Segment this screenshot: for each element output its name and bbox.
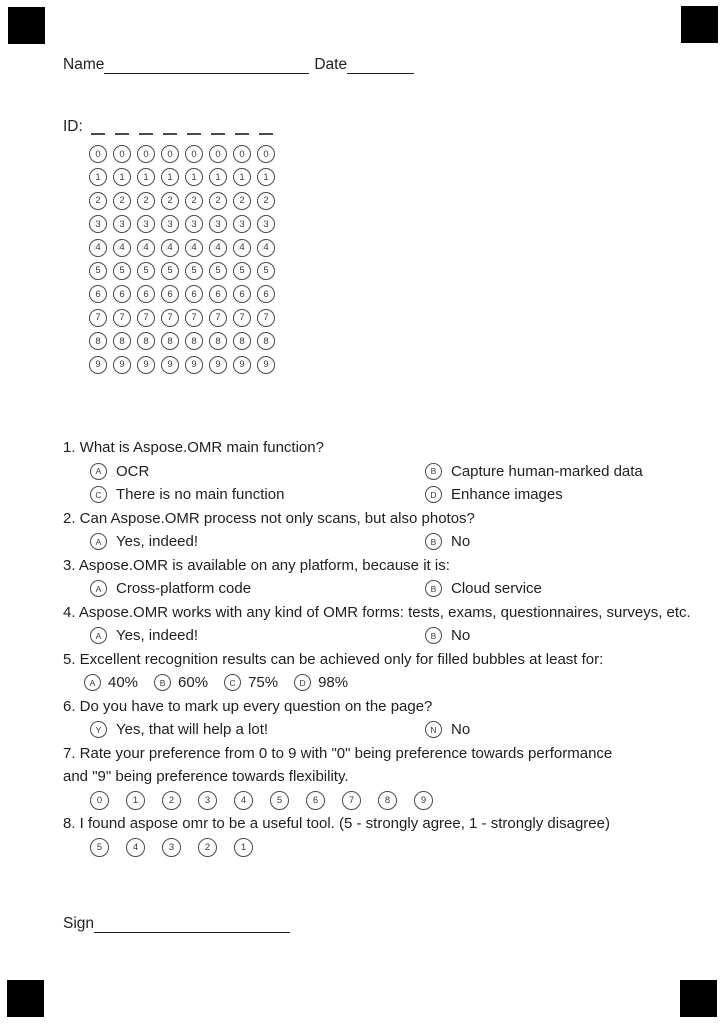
id-bubble-7[interactable]: 7 [89,309,107,327]
id-dash [187,119,201,135]
option-B [425,530,470,554]
id-bubble-3[interactable]: 3 [257,215,275,233]
id-bubble-8[interactable]: 8 [137,332,155,350]
question-8-text: 8. I found aspose omr to be a useful tool. (5 - strongly agree, 1 - strongly disagree) [63,815,610,832]
rating-bubble-1[interactable]: 1 [234,838,253,857]
id-bubble-8[interactable]: 8 [161,332,179,350]
sign-label: Sign [63,915,95,932]
name-field-line[interactable] [104,57,309,74]
rating-bubble-2[interactable]: 2 [198,838,217,857]
id-bubble-5[interactable]: 5 [185,262,203,280]
id-bubble-4[interactable]: 4 [113,239,131,257]
option-C [90,483,284,507]
rating-bubble-3[interactable]: 3 [198,791,217,810]
rating-bubble-2[interactable]: 2 [162,791,181,810]
option-bubble-B[interactable]: B [425,580,442,597]
option-bubble-A[interactable]: A [90,580,107,597]
id-bubble-8[interactable]: 8 [113,332,131,350]
id-bubble-1[interactable]: 1 [113,168,131,186]
rating-bubble-4[interactable]: 4 [126,838,145,857]
rating-bubble-0[interactable]: 0 [90,791,109,810]
question-3-text: 3. Aspose.OMR is available on any platform, because it is: [63,556,450,574]
id-bubble-7[interactable]: 7 [137,309,155,327]
option-bubble-B[interactable]: B [425,533,442,550]
id-bubble-2[interactable]: 2 [89,192,107,210]
option-label: Yes, that will help a lot! [116,721,269,739]
sign-field-line[interactable] [94,916,290,933]
id-dash [235,119,249,135]
id-bubble-0[interactable]: 0 [113,145,131,163]
id-bubble-4[interactable]: 4 [209,239,227,257]
id-bubble-3[interactable]: 3 [137,215,155,233]
question-1-options-row [63,460,675,484]
id-bubble-4[interactable]: 4 [257,239,275,257]
id-bubble-0[interactable]: 0 [185,145,203,163]
option-label: 75% [248,674,279,692]
id-bubble-2[interactable]: 2 [233,192,251,210]
rating-bubble-7[interactable]: 7 [342,791,361,810]
option-bubble-C[interactable]: C [224,674,241,691]
option-B [154,671,208,695]
id-bubble-5[interactable]: 5 [137,262,155,280]
option-D [294,671,348,695]
id-bubble-3[interactable]: 3 [233,215,251,233]
question-5-text: 5. Excellent recognition results can be achieved only for filled bubbles at least for: [63,650,604,668]
id-bubble-4[interactable]: 4 [137,239,155,257]
id-bubble-5[interactable]: 5 [209,262,227,280]
option-A [90,624,198,648]
id-bubble-4[interactable]: 4 [161,239,179,257]
registration-mark-top-left [8,7,45,44]
question-1-options-row [63,483,675,507]
id-bubble-7[interactable]: 7 [233,309,251,327]
id-bubble-1[interactable]: 1 [161,168,179,186]
option-label: No [451,721,471,739]
question-4-options-row [63,624,675,648]
id-bubble-0[interactable]: 0 [257,145,275,163]
option-label: No [451,533,471,551]
question-2-text: 2. Can Aspose.OMR process not only scans, but also photos? [63,509,475,527]
id-bubble-9[interactable]: 9 [137,356,155,374]
option-label: OCR [116,462,150,480]
id-bubble-8[interactable]: 8 [257,332,275,350]
id-bubble-9[interactable]: 9 [209,356,227,374]
name-label: Name [63,56,105,73]
id-bubble-9[interactable]: 9 [233,356,251,374]
option-A [90,460,149,484]
id-bubble-5[interactable]: 5 [89,262,107,280]
id-bubble-9[interactable]: 9 [161,356,179,374]
question-7-text: and "9" being preference towards flexibility. [63,768,349,785]
date-field-line[interactable] [347,57,414,74]
id-dash [115,119,129,135]
id-bubble-3[interactable]: 3 [161,215,179,233]
id-bubble-1[interactable]: 1 [209,168,227,186]
id-bubble-2[interactable]: 2 [185,192,203,210]
id-dash [211,119,225,135]
option-label: There is no main function [116,486,285,504]
id-bubble-7[interactable]: 7 [113,309,131,327]
id-bubble-6[interactable]: 6 [257,285,275,303]
id-bubble-2[interactable]: 2 [209,192,227,210]
id-bubble-5[interactable]: 5 [257,262,275,280]
id-bubble-9[interactable]: 9 [185,356,203,374]
option-label: 60% [178,674,209,692]
rating-bubble-3[interactable]: 3 [162,838,181,857]
id-bubble-1[interactable]: 1 [185,168,203,186]
id-bubble-1[interactable]: 1 [137,168,155,186]
id-bubble-8[interactable]: 8 [89,332,107,350]
id-bubble-3[interactable]: 3 [113,215,131,233]
id-bubble-2[interactable]: 2 [113,192,131,210]
option-bubble-A[interactable]: A [84,674,101,691]
id-dash [91,119,105,135]
option-A [90,577,251,601]
registration-mark-bottom-right [680,980,717,1017]
question-5-options-row [63,671,675,695]
question-4-text: 4. Aspose.OMR works with any kind of OMR forms: tests, exams, questionnaires, surveys, etc. [63,603,691,621]
rating-bubble-1[interactable]: 1 [126,791,145,810]
option-bubble-Y[interactable]: Y [90,721,107,738]
id-bubble-2[interactable]: 2 [161,192,179,210]
id-bubble-6[interactable]: 6 [209,285,227,303]
id-bubble-3[interactable]: 3 [185,215,203,233]
id-bubble-9[interactable]: 9 [257,356,275,374]
option-bubble-B[interactable]: B [154,674,171,691]
id-bubble-6[interactable]: 6 [185,285,203,303]
question-1-text: 1. What is Aspose.OMR main function? [63,439,324,456]
id-dash [163,119,177,135]
id-bubble-0[interactable]: 0 [209,145,227,163]
questions-block [63,436,691,859]
id-bubble-5[interactable]: 5 [233,262,251,280]
id-bubble-4[interactable]: 4 [89,239,107,257]
option-bubble-D[interactable]: D [425,486,442,503]
id-label: ID: [63,118,83,135]
id-bubble-3[interactable]: 3 [209,215,227,233]
id-bubble-0[interactable]: 0 [89,145,107,163]
id-digit-dashes [91,119,273,135]
id-bubble-3[interactable]: 3 [89,215,107,233]
id-bubble-7[interactable]: 7 [185,309,203,327]
id-bubble-7[interactable]: 7 [161,309,179,327]
id-bubble-7[interactable]: 7 [209,309,227,327]
question-3-options-row [63,577,675,601]
option-Y [90,718,268,742]
registration-mark-top-right [681,6,718,43]
option-A [84,671,138,695]
id-bubble-grid [89,145,275,374]
option-bubble-B[interactable]: B [425,463,442,480]
id-bubble-8[interactable]: 8 [185,332,203,350]
rating-bubble-8[interactable]: 8 [378,791,397,810]
rating-bubble-5[interactable]: 5 [270,791,289,810]
id-bubble-8[interactable]: 8 [209,332,227,350]
rating-bubble-4[interactable]: 4 [234,791,253,810]
option-bubble-D[interactable]: D [294,674,311,691]
option-label: Capture human-marked data [451,462,643,480]
rating-bubble-5[interactable]: 5 [90,838,109,857]
option-B [425,460,643,484]
id-bubble-6[interactable]: 6 [113,285,131,303]
id-bubble-1[interactable]: 1 [89,168,107,186]
id-bubble-2[interactable]: 2 [257,192,275,210]
option-bubble-A[interactable]: A [90,533,107,550]
option-bubble-A[interactable]: A [90,627,107,644]
id-bubble-1[interactable]: 1 [257,168,275,186]
option-C [224,671,278,695]
option-D [425,483,563,507]
question-2-options-row [63,530,675,554]
question-6-options-row [63,718,675,742]
option-B [425,624,470,648]
option-bubble-B[interactable]: B [425,627,442,644]
option-label: Yes, indeed! [116,627,199,645]
rating-bubble-6[interactable]: 6 [306,791,325,810]
option-label: Yes, indeed! [116,533,199,551]
option-bubble-N[interactable]: N [425,721,442,738]
id-bubble-6[interactable]: 6 [233,285,251,303]
option-label: 40% [108,674,139,692]
id-bubble-7[interactable]: 7 [257,309,275,327]
id-bubble-8[interactable]: 8 [233,332,251,350]
name-date-row [63,56,414,74]
question-8-bubble-row [63,836,675,860]
id-bubble-6[interactable]: 6 [137,285,155,303]
question-6-text: 6. Do you have to mark up every question on the page? [63,697,433,715]
option-label: Cross-platform code [116,580,252,598]
question-7-bubble-row [63,789,675,813]
option-label: Enhance images [451,486,563,504]
id-bubble-6[interactable]: 6 [89,285,107,303]
option-B [425,577,542,601]
rating-bubble-9[interactable]: 9 [414,791,433,810]
id-bubble-2[interactable]: 2 [137,192,155,210]
option-N [425,718,470,742]
id-bubble-9[interactable]: 9 [89,356,107,374]
option-bubble-C[interactable]: C [90,486,107,503]
date-label: Date [314,56,348,73]
id-bubble-4[interactable]: 4 [233,239,251,257]
id-bubble-0[interactable]: 0 [161,145,179,163]
id-bubble-9[interactable]: 9 [113,356,131,374]
id-bubble-5[interactable]: 5 [161,262,179,280]
option-label: 98% [318,674,349,692]
option-label: Cloud service [451,580,542,598]
id-bubble-0[interactable]: 0 [233,145,251,163]
id-dash [139,119,153,135]
option-label: No [451,627,471,645]
id-bubble-5[interactable]: 5 [113,262,131,280]
id-bubble-4[interactable]: 4 [185,239,203,257]
id-bubble-0[interactable]: 0 [137,145,155,163]
option-A [90,530,198,554]
id-bubble-6[interactable]: 6 [161,285,179,303]
option-bubble-A[interactable]: A [90,463,107,480]
id-bubble-1[interactable]: 1 [233,168,251,186]
question-7-text: 7. Rate your preference from 0 to 9 with "0" being preference towards performance [63,744,613,762]
id-dash [259,119,273,135]
registration-mark-bottom-left [7,980,44,1017]
sign-row [63,915,290,933]
